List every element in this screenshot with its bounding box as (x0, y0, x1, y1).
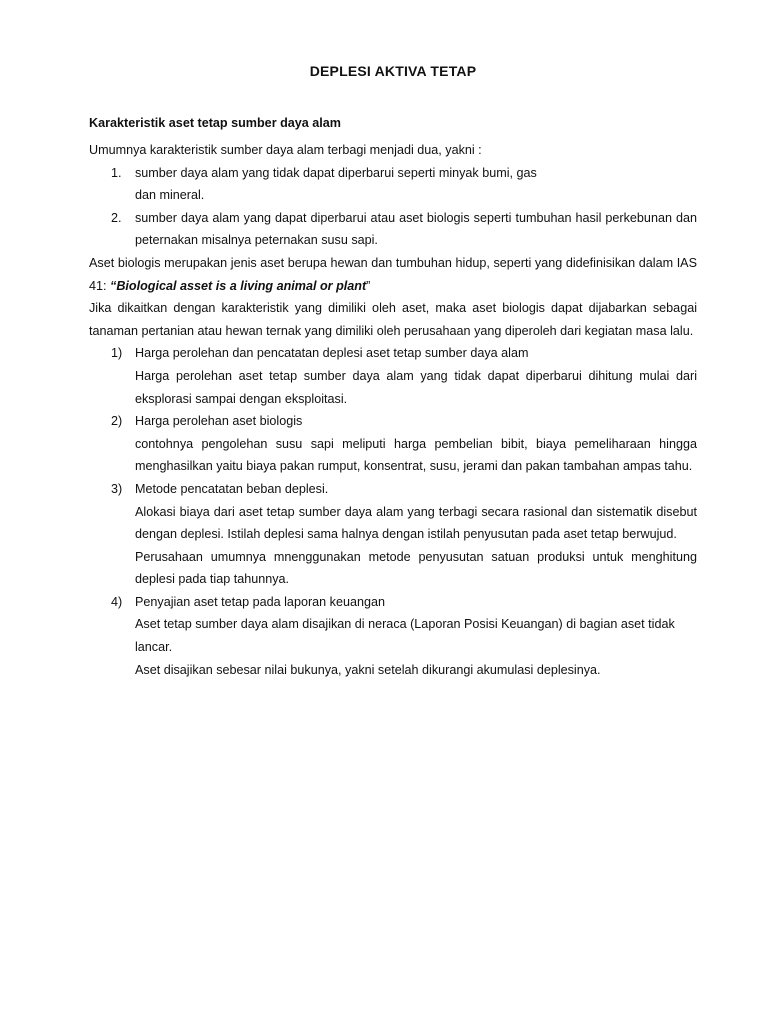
point-paragraph: Aset disajikan sebesar nilai bukunya, yakni setelah dikurangi akumulasi deplesinya. (135, 662, 601, 677)
list-item (89, 207, 697, 252)
context-paragraph: Jika dikaitkan dengan karakteristik yang dimiliki oleh aset, maka aset biologis dapat dijabarkan sebagai tanaman pertanian atau hewan ternak yang dimiliki oleh perusahaan yang diperoleh dari kegiatan masa lalu. (89, 301, 697, 338)
point-paragraph: Perusahaan umumnya mnenggunakan metode penyusutan satuan produksi untuk menghitung deplesi pada tiap tahunnya. (135, 549, 697, 587)
document-body (89, 139, 697, 681)
list-item (89, 591, 697, 681)
point-title: Metode pencatatan beban deplesi. (135, 481, 329, 496)
resource-types-list (89, 162, 697, 252)
list-marker: 4) (111, 594, 123, 609)
bio-asset-paragraph (89, 252, 697, 297)
point-paragraph: Aset tetap sumber daya alam disajikan di neraca (Laporan Posisi Keuangan) di bagian aset tidak lancar. (135, 617, 675, 655)
list-marker: 1) (111, 346, 123, 361)
document-title: DEPLESI AKTIVA TETAP (309, 63, 477, 79)
point-title: Harga perolehan dan pencatatan deplesi aset tetap sumber daya alam (135, 346, 529, 361)
point-paragraph: Alokasi biaya dari aset tetap sumber daya alam yang terbagi secara rasional dan sistematik disebut dengan deplesi. Istilah deplesi sama halnya dengan istilah penyusutan pada aset tetap berwujud. (135, 504, 697, 542)
list-item (89, 410, 697, 478)
list-item (89, 342, 697, 410)
point-title: Penyajian aset tetap pada laporan keuangan (135, 594, 385, 609)
list-item-text: sumber daya alam yang dapat diperbarui atau aset biologis seperti tumbuhan hasil perkebunan dan peternakan misalnya peternakan susu sapi. (135, 210, 697, 248)
list-item-text: sumber daya alam yang tidak dapat diperbarui seperti minyak bumi, gas (135, 165, 537, 180)
intro-paragraph: Umumnya karakteristik sumber daya alam terbagi menjadi dua, yakni : (89, 143, 482, 157)
list-item (89, 478, 697, 591)
point-paragraph: Harga perolehan aset tetap sumber daya alam yang tidak dapat diperbarui dihitung mulai dari eksplorasi sampai dengan eksploitasi. (135, 368, 697, 406)
list-item (89, 162, 697, 207)
section-heading: Karakteristik aset tetap sumber daya alam (89, 116, 341, 130)
bio-asset-text: Aset biologis merupakan jenis aset berupa hewan dan tumbuhan hidup, seperti yang didefinisikan dalam IAS 41: (89, 255, 697, 293)
list-marker: 2. (111, 210, 122, 225)
ias-quote: Biological asset is a living animal or plant (116, 278, 367, 293)
list-marker: 3) (111, 481, 123, 496)
list-marker: 1. (111, 165, 122, 180)
document-page (89, 0, 697, 1024)
list-item-continuation: dan mineral. (135, 188, 205, 203)
list-marker: 2) (111, 414, 123, 429)
quote-close-mark: ” (366, 278, 371, 293)
points-list (89, 342, 697, 681)
quote-open-mark: “ (110, 278, 117, 293)
point-title: Harga perolehan aset biologis (135, 414, 303, 429)
point-paragraph: contohnya pengolehan susu sapi meliputi harga pembelian bibit, biaya pemeliharaan hingga menghasilkan yaitu biaya pakan rumput, konsentrat, susu, jerami dan pakan tambahan ampas tahu. (135, 436, 697, 474)
